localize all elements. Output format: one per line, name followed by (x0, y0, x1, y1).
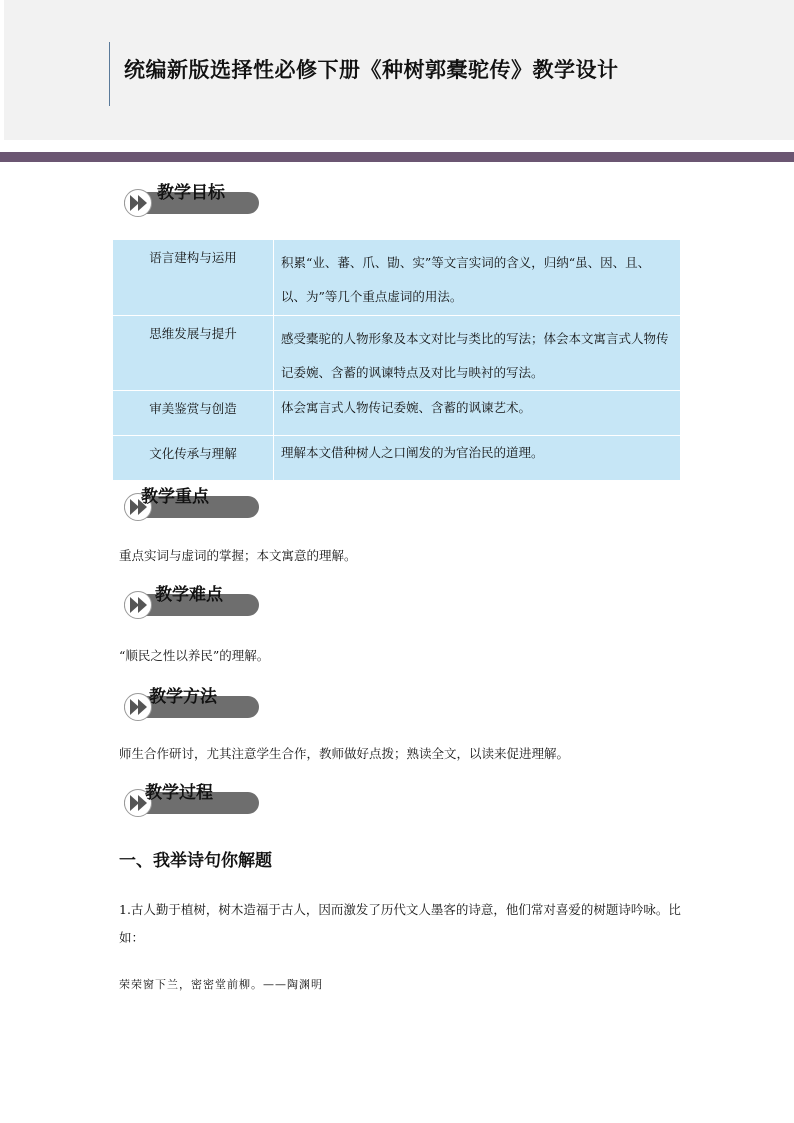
table-cell-dimension: 审美鉴赏与创造 (113, 390, 274, 435)
section-title: 教学过程 (145, 783, 213, 803)
accent-bar (0, 152, 794, 162)
methods-text: 师生合作研讨，尤其注意学生合作，教师做好点拨；熟读全文，以读来促进理解。 (119, 746, 570, 761)
section-header-process (120, 778, 270, 818)
document-title: 统编新版选择性必修下册《种树郭橐驼传》教学设计 (124, 57, 619, 82)
table-row (113, 435, 680, 480)
double-chevron-right-icon (128, 194, 150, 212)
section-header-difficulties (120, 580, 270, 620)
double-chevron-right-icon (128, 698, 150, 716)
table-cell-content: 感受橐驼的人物形象及本文对比与类比的写法；体会本文寓言式人物传记委婉、含蓄的讽谏特点及对比与映衬的写法。 (274, 315, 681, 390)
section-title: 教学方法 (149, 687, 217, 707)
section-title: 教学难点 (155, 585, 223, 605)
process-paragraph: 1.古人勤于植树，树木造福于古人，因而激发了历代文人墨客的诗意，他们常对喜爱的树题诗吟咏。比如： (119, 902, 681, 945)
double-chevron-right-icon (128, 596, 150, 614)
table-cell-dimension: 语言建构与运用 (113, 240, 274, 315)
difficulties-text: “顺民之性以养民”的理解。 (119, 648, 270, 663)
table-cell-content: 积累“业、蕃、爪、勖、实”等文言实词的含义，归纳“虽、因、且、以、为”等几个重点虚词的用法。 (281, 255, 651, 304)
table-cell-dimension: 文化传承与理解 (113, 435, 274, 480)
table-row (113, 315, 680, 390)
table-cell-content: 理解本文借种树人之口阐发的为官治民的道理。 (274, 435, 681, 480)
key-points-text: 重点实词与虚词的掌握；本文寓意的理解。 (119, 548, 357, 563)
poem-line: 荣荣窗下兰，密密堂前柳。——陶渊明 (119, 978, 323, 991)
table-cell-content: 体会寓言式人物传记委婉、含蓄的讽谏艺术。 (274, 390, 681, 435)
table-row (113, 390, 680, 435)
section-header-goals (120, 178, 270, 218)
process-heading: 一、我举诗句你解题 (119, 851, 272, 871)
section-header-methods (120, 682, 270, 722)
goals-table (113, 240, 680, 480)
section-title: 教学目标 (157, 183, 225, 203)
section-title: 教学重点 (141, 487, 209, 507)
header-divider (109, 42, 110, 106)
section-header-key-points (120, 482, 270, 522)
table-row (113, 240, 680, 315)
table-cell-dimension: 思维发展与提升 (113, 315, 274, 390)
